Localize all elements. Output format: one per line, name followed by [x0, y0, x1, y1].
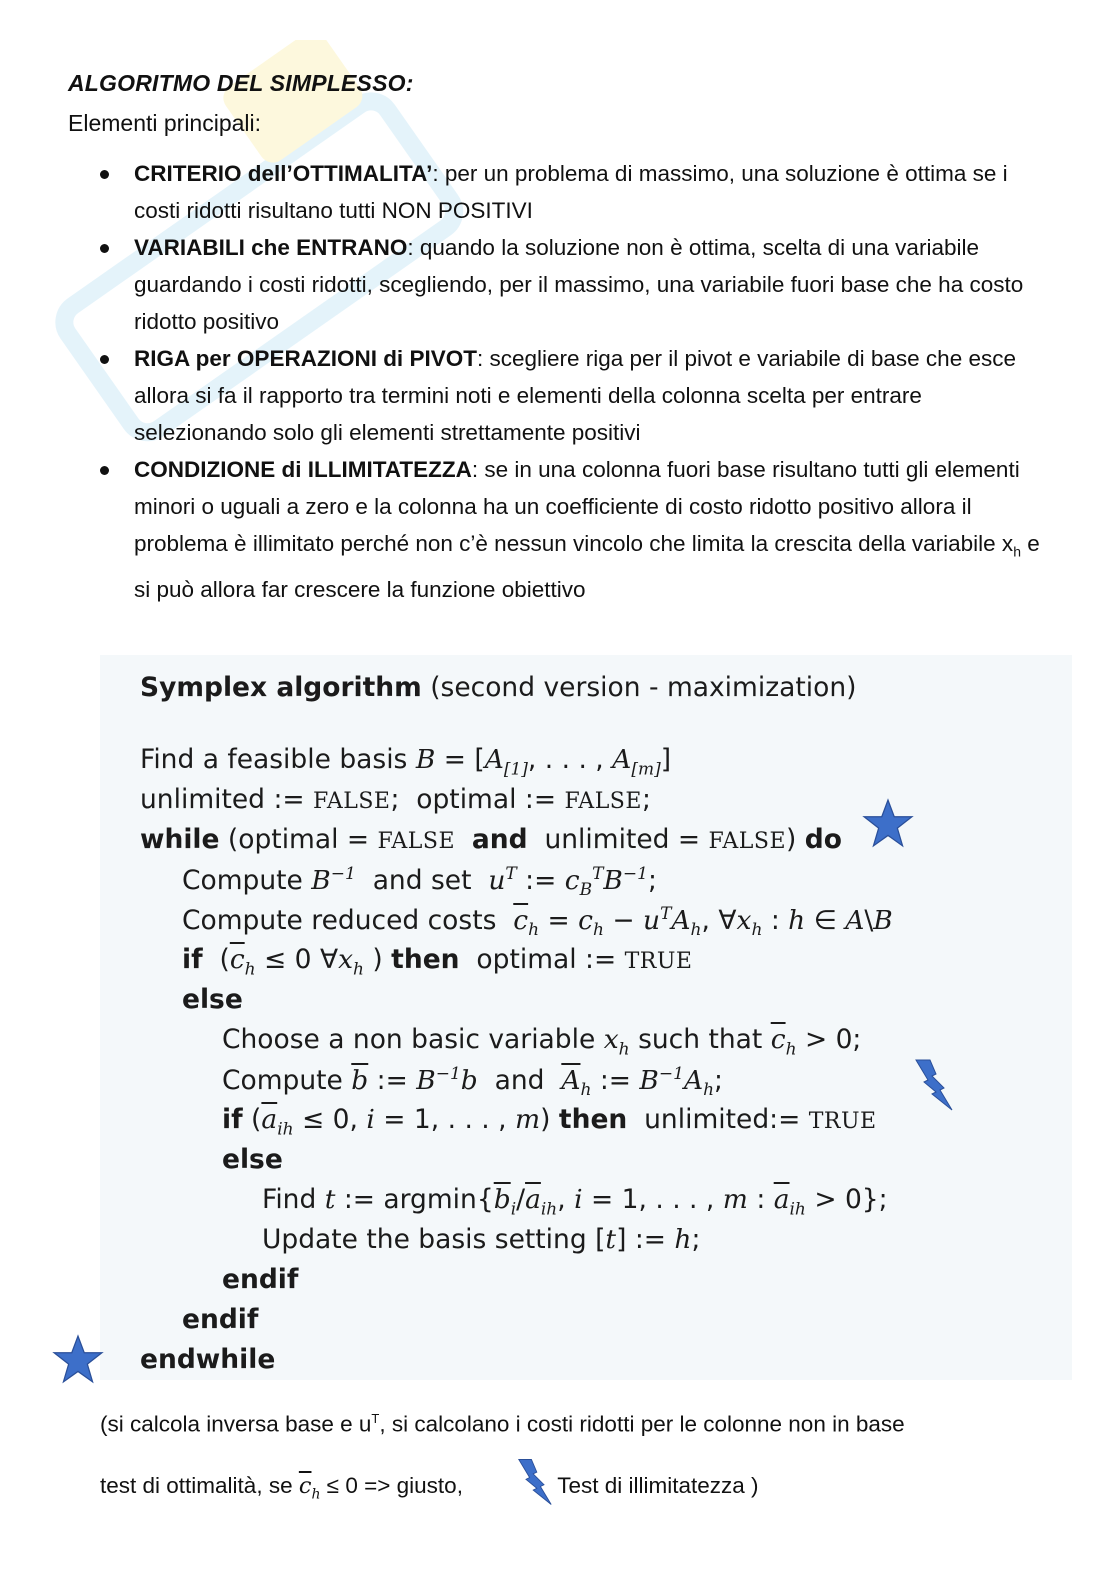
algo-line-compute-b: Compute $\overline{b}$ := $B^{-1}b$ and $\overline{A}_h$ := $B^{-1}A_h$;	[222, 1064, 723, 1101]
bullet-subscript: h	[1013, 543, 1021, 560]
algo-line-while: while (optimal = FALSE and unlimited = FALSE) do	[140, 824, 842, 855]
list-item	[100, 451, 1050, 608]
algo-line-if-unlimited: if ($\overline{a}_{ih} \le 0$, i = 1, . . . , m) then unlimited:= TRUE	[222, 1104, 877, 1140]
footnote-line-1: (si calcola inversa base e $u^T$, si calcolano i costi ridotti per le colonne non in base	[100, 1411, 905, 1437]
algo-line-init: unlimited := FALSE; optimal := FALSE;	[140, 784, 651, 815]
algo-line-reduced-costs: Compute reduced costs $\overline{c}_h = c_h - u^TA_h$, $\forall x_h$ : h ∈ A\B	[182, 904, 893, 941]
algo-line-endif: endif	[182, 1304, 259, 1335]
bullet-term: CONDIZIONE di ILLIMITATEZZA	[134, 457, 472, 482]
list-item	[100, 155, 1050, 229]
algo-line-if-optimal: if ($\overline{c}_h \le 0$ $\forall x_h$ ) then optimal := TRUE	[182, 944, 693, 980]
bullet-text-end: e si può allora far crescere la funzione obiettivo	[134, 531, 1040, 602]
algo-line-compute-inverse: Compute $B^{-1}$ and set $u^T$ := $c_B^TB^{-1}$;	[182, 864, 657, 901]
algo-line-choose: Choose a non basic variable $x_h$ such that $\overline{c}_h > 0$;	[222, 1024, 862, 1060]
algo-line-update: Update the basis setting [t] := h;	[262, 1224, 701, 1255]
elements-list	[100, 155, 1050, 608]
lightning-bolt-icon	[914, 1058, 954, 1112]
bullet-text: : scegliere riga per il pivot e variabile di base che esce allora si fa il rapporto tra termini noti e elementi della colonna scelta per entrare selezionando solo gli elementi strettamente positivi	[134, 346, 1016, 445]
page-subtitle: Elementi principali:	[68, 110, 262, 136]
bullet-icon	[100, 355, 109, 364]
bullet-text: : quando la soluzione non è ottima, scelta di una variabile guardando i costi ridotti, scegliendo, per il massimo, una variabile fuori base che ha costo ridotto positivo	[134, 235, 1024, 334]
bullet-text: : se in una colonna fuori base risultano tutti gli elementi minori o uguali a zero e la colonna ha un coefficiente di costo ridotto positivo allora il problema è illimitato perché non c’è nessun vincolo che limita la crescita della variabile x	[134, 457, 1020, 556]
algo-line-else: else	[182, 984, 243, 1015]
bullet-term: RIGA per OPERAZIONI di PIVOT	[134, 346, 477, 371]
list-item	[100, 340, 1050, 451]
bullet-icon	[100, 170, 109, 179]
footnote	[100, 1400, 1060, 1513]
page-title: ALGORITMO DEL SIMPLESSO:	[68, 70, 414, 96]
footnote-line-2: test di ottimalità, se $\overline{c}_h \le 0$ => giusto, Test di illimitatezza )	[100, 1443, 1060, 1514]
algo-line-find-t: Find t := $argmin\{\overline{b}_i/\overline{a}_{ih}$, i = 1, . . . , m : $\overline{a}_{ih} > 0$};	[262, 1184, 888, 1220]
bullet-text: : per un problema di massimo, una soluzione è ottima se i costi ridotti risultano tutti NON POSITIVI	[134, 161, 1008, 223]
star-icon	[862, 798, 914, 850]
star-icon	[52, 1334, 104, 1386]
algo-line-find-basis: Find a feasible basis $B = [A_{[1]}$, . . . , $A_{[m]}$]	[140, 744, 672, 780]
bullet-icon	[100, 244, 109, 253]
bullet-term: CRITERIO dell’OTTIMALITA’	[134, 161, 433, 186]
bullet-icon	[100, 466, 109, 475]
lightning-bolt-icon	[517, 1457, 553, 1507]
algo-line-else-inner: else	[222, 1144, 283, 1175]
algo-line-endwhile: endwhile	[140, 1344, 276, 1375]
algo-line-endif-inner: endif	[222, 1264, 299, 1295]
list-item	[100, 229, 1050, 340]
algorithm-title: Symplex algorithm (second version - maximization)	[140, 672, 857, 703]
bullet-term: VARIABILI che ENTRANO	[134, 235, 408, 260]
